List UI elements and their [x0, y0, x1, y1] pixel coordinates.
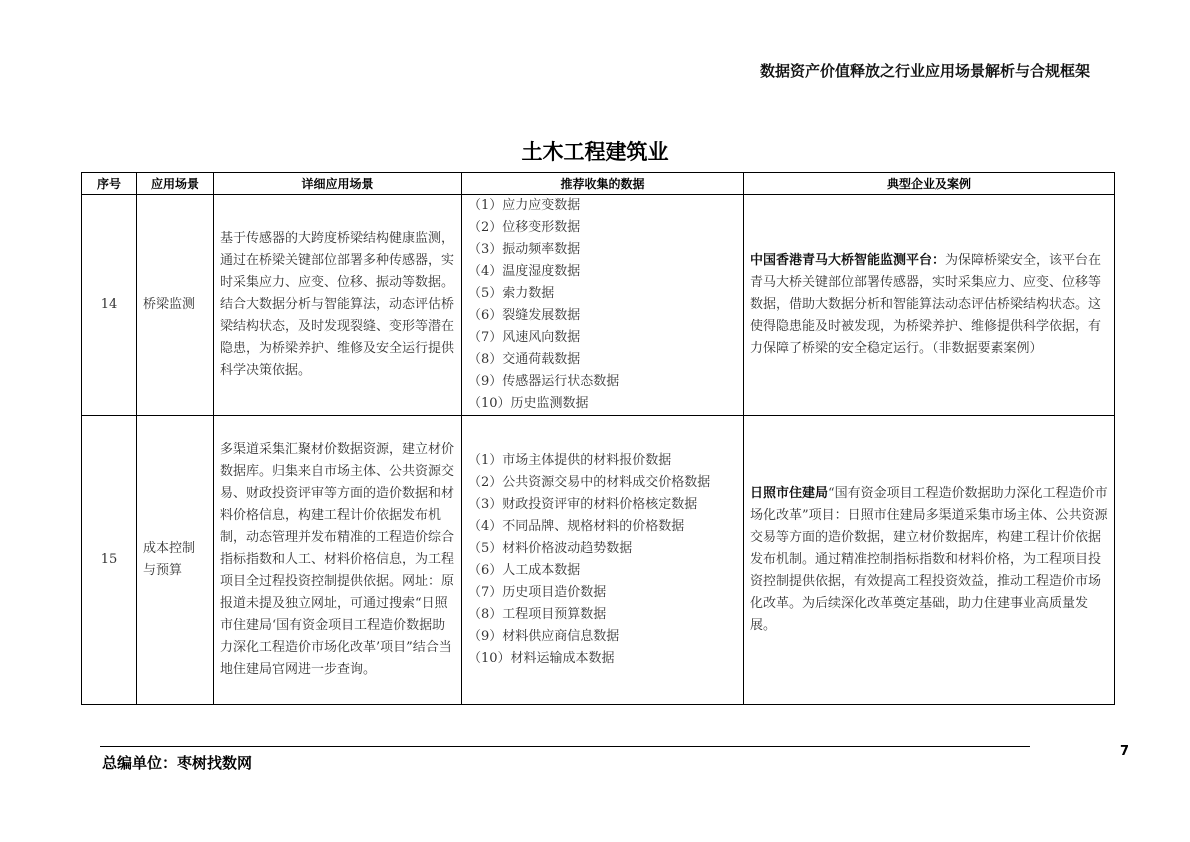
row-index: 15	[82, 416, 137, 705]
table-row	[82, 416, 1115, 705]
header-data: 推荐收集的数据	[462, 173, 744, 195]
list-item: （8）交通荷载数据	[468, 352, 581, 367]
list-item: （5）索力数据	[468, 286, 555, 301]
page-number: 7	[1120, 744, 1130, 759]
row-data-list	[462, 195, 744, 416]
list-item: （1）应力应变数据	[468, 198, 581, 213]
row-scene: 成本控制与预算	[137, 416, 214, 705]
document-header-title: 数据资产价值释放之行业应用场景解析与合规框架	[759, 62, 1090, 80]
row-scene: 桥梁监测	[137, 195, 214, 416]
header-index: 序号	[82, 173, 137, 195]
table-header-row	[82, 173, 1115, 195]
list-item: （4）温度湿度数据	[468, 264, 581, 279]
row-detail: 多渠道采集汇聚材价数据资源，建立材价数据库。归集来自市场主体、公共资源交易、财政投资评审等方面的造价数据和材料价格信息，构建工程计价依据发布机制，动态管理并发布精准的工程造价综合指标指数和人工、材料价格信息，为工程项目全过程投资控制提供依据。网址：原报道未提及独立网址，可通过搜索“日照市住建局‘国有资金项目工程造价数据助力深化工程造价市场化改革’项目”结合当地住建局官网进一步查询。	[214, 416, 462, 705]
header-detail: 详细应用场景	[214, 173, 462, 195]
table-row	[82, 195, 1115, 416]
case-description: “国有资金项目工程造价数据助力深化工程造价市场化改革”项目：日照市住建局多渠道采集市场主体、公共资源交易等方面的造价数据，建立材价数据库，构建工程计价依据发布机制。通过精准控制指标指数和材料价格，为工程项目投资控制提供依据，有效提高工程投资效益，推动工程造价市场化改革。为后续深化改革奠定基础，助力住建事业高质量发展。	[750, 486, 1108, 633]
row-index: 14	[82, 195, 137, 416]
list-item: （2）公共资源交易中的材料成交价格数据	[468, 475, 711, 490]
list-item: （1）市场主体提供的材料报价数据	[468, 453, 672, 468]
list-item: （5）材料价格波动趋势数据	[468, 541, 633, 556]
list-item: （9）传感器运行状态数据	[468, 374, 620, 389]
case-company-name: 日照市住建局	[750, 486, 829, 501]
footer-divider	[100, 746, 1030, 747]
row-data-list	[462, 416, 744, 705]
list-item: （3）财政投资评审的材料价格核定数据	[468, 497, 698, 512]
industry-scenario-table	[81, 172, 1115, 705]
list-item: （7）风速风向数据	[468, 330, 581, 345]
header-case: 典型企业及案例	[744, 173, 1115, 195]
list-item: （4）不同品牌、规格材料的价格数据	[468, 519, 685, 534]
list-item: （2）位移变形数据	[468, 220, 581, 235]
section-title: 土木工程建筑业	[521, 140, 669, 164]
row-case	[744, 195, 1115, 416]
row-detail: 基于传感器的大跨度桥梁结构健康监测，通过在桥梁关键部位部署多种传感器，实时采集应力、应变、位移、振动等数据。结合大数据分析与智能算法，动态评估桥梁结构状态，及时发现裂缝、变形等潜在隐患，为桥梁养护、维修及安全运行提供科学决策依据。	[214, 195, 462, 416]
list-item: （6）裂缝发展数据	[468, 308, 581, 323]
list-item: （9）材料供应商信息数据	[468, 629, 620, 644]
list-item: （8）工程项目预算数据	[468, 607, 607, 622]
list-item: （6）人工成本数据	[468, 563, 581, 578]
case-description: 为保障桥梁安全，该平台在青马大桥关键部位部署传感器，实时采集应力、应变、位移等数据，借助大数据分析和智能算法动态评估桥梁结构状态。这使得隐患能及时被发现，为桥梁养护、维修提供科学依据，有力保障了桥梁的安全稳定运行。（非数据要素案例）	[750, 253, 1102, 356]
list-item: （3）振动频率数据	[468, 242, 581, 257]
list-item: （10）材料运输成本数据	[468, 651, 615, 666]
list-item: （10）历史监测数据	[468, 396, 589, 411]
case-company-name: 中国香港青马大桥智能监测平台：	[750, 253, 946, 268]
list-item: （7）历史项目造价数据	[468, 585, 607, 600]
header-scene: 应用场景	[137, 173, 214, 195]
row-case	[744, 416, 1115, 705]
footer-editor-label: 总编单位：枣树找数网	[102, 754, 253, 772]
